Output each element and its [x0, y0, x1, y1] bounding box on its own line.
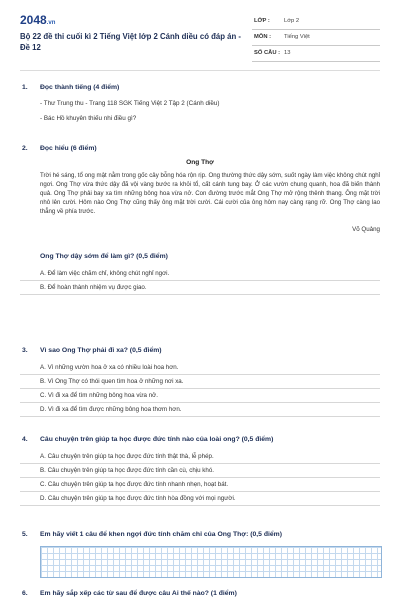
passage-title: Ong Thợ	[186, 159, 214, 166]
answer-option[interactable]: A. Câu chuyện trên giúp ta học được đức tính thật thà, lễ phép.	[20, 450, 380, 464]
logo-suffix: .vn	[46, 20, 56, 26]
page-header	[0, 0, 400, 70]
site-logo[interactable]	[20, 13, 55, 27]
question-header	[20, 590, 380, 600]
answer-option[interactable]: B. Câu chuyện trên giúp ta học được đức tính cần cù, chịu khó.	[20, 464, 380, 478]
question-1	[20, 84, 380, 123]
question-number: 6.	[22, 590, 28, 597]
header-divider	[20, 70, 380, 71]
question-number: 3.	[22, 347, 28, 354]
question-title: Em hãy viết 1 câu để khen ngợi đức tính chăm chỉ của Ong Thợ: (0,5 điểm)	[40, 531, 282, 538]
question-header	[20, 436, 380, 448]
question-title: Đọc thành tiếng (4 điểm)	[40, 84, 120, 91]
question-title: Vì sao Ong Thợ phải đi xa? (0,5 điểm)	[40, 347, 162, 354]
meta-value: Tiếng Việt	[284, 34, 310, 40]
question-title: Em hãy sắp xếp các từ sau để được câu Ai thế nào? (1 điểm)	[40, 590, 237, 597]
meta-key: MÔN :	[254, 34, 272, 40]
meta-row-count	[252, 46, 380, 62]
logo-text: 2048	[20, 13, 47, 27]
answer-option[interactable]: B. Để hoàn thành nhiệm vụ được giao.	[20, 281, 380, 295]
question-4	[20, 436, 380, 506]
sub-question: Ong Thợ dậy sớm để làm gì? (0,5 điểm)	[40, 253, 168, 260]
answer-option[interactable]: A. Vì những vườn hoa ở xa có nhiều loài hoa hơn.	[20, 361, 380, 375]
question-title: Đọc hiểu (6 điểm)	[40, 145, 97, 152]
meta-value: 13	[284, 50, 291, 56]
question-6	[20, 590, 380, 600]
instruction-line: - Thư Trung thu - Trang 118 SGK Tiếng Việt 2 Tập 2 (Cánh diều)	[40, 100, 220, 107]
document-title: Bộ 22 đề thi cuối kì 2 Tiếng Việt lớp 2 Cánh diều có đáp án - Đề 12	[20, 32, 242, 52]
writing-grid[interactable]	[40, 546, 382, 578]
question-2	[20, 145, 380, 295]
question-number: 5.	[22, 531, 28, 538]
answer-option[interactable]: D. Vì đi xa để tìm được những bông hoa thơm hơn.	[20, 403, 380, 417]
meta-key: SỐ CÂU :	[254, 50, 281, 56]
answer-option[interactable]: D. Câu chuyện trên giúp ta học được đức tính hòa đồng với mọi người.	[20, 492, 380, 506]
meta-value: Lớp 2	[284, 18, 300, 24]
question-header	[20, 145, 380, 157]
question-header	[20, 84, 380, 96]
meta-key: LỚP :	[254, 18, 270, 24]
question-3	[20, 347, 380, 417]
reading-passage: Trời hé sáng, tổ ong mật nằm trong gốc cây bỗng hóa rộn rịp. Ong thường thức dậy sớm, suốt ngày làm việc không chút nghỉ ngơi. Ong Thợ vừa thức dậy đã vội vàng bước ra khỏi tổ, cất cánh tung bay. Ở các vườn chung quanh, hoa đã biến thành quả. Ong Thợ phải bay xa tìm những bông hoa vừa nở. Con đường trước mắt Ong Thợ mở rộng thênh thang. Ông mặt trời nhô lên cười. Hôm nào Ong Thợ cũng thấy ông mặt trời cười. Cái cười của ông hôm nay càng rạng rỡ. Ong Thợ càng lao thẳng về phía trước.	[40, 172, 380, 215]
meta-row-subject	[252, 30, 380, 46]
meta-panel	[252, 14, 380, 62]
question-5	[20, 531, 380, 581]
question-number: 2.	[22, 145, 28, 152]
question-number: 4.	[22, 436, 28, 443]
answer-option[interactable]: C. Câu chuyện trên giúp ta học được đức tính nhanh nhẹn, hoạt bát.	[20, 478, 380, 492]
question-number: 1.	[22, 84, 28, 91]
answer-option[interactable]: B. Vì Ong Thợ có thói quen tìm hoa ở những nơi xa.	[20, 375, 380, 389]
instruction-line: - Bác Hồ khuyên thiếu nhi điều gì?	[40, 115, 137, 122]
answer-option[interactable]: C. Vì đi xa để tìm những bông hoa vừa nở.	[20, 389, 380, 403]
question-title: Câu chuyện trên giúp ta học được đức tính nào của loài ong? (0,5 điểm)	[40, 436, 274, 443]
answer-option[interactable]: A. Để làm việc chăm chỉ, không chút nghỉ ngơi.	[20, 267, 380, 281]
question-header	[20, 347, 380, 359]
meta-row-class	[252, 14, 380, 30]
question-header	[20, 531, 380, 543]
passage-author: Võ Quảng	[352, 226, 380, 233]
